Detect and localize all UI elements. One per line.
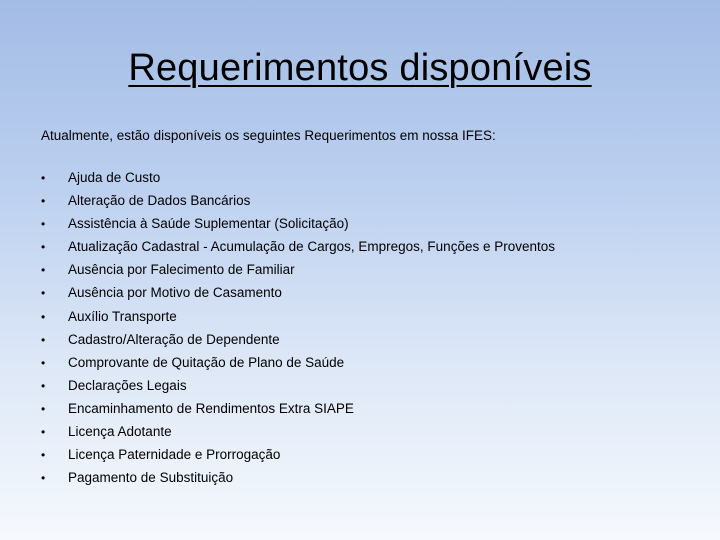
bullet-icon: • [41, 401, 46, 416]
bullet-icon: • [41, 286, 46, 301]
list-item-label: Auxílio Transporte [68, 308, 177, 324]
list-item-label: Declarações Legais [68, 377, 187, 393]
bullet-icon: • [41, 263, 46, 278]
list-item-label: Atualização Cadastral - Acumulação de Cargos, Empregos, Funções e Proventos [68, 239, 556, 255]
list-item [41, 445, 555, 468]
intro-text: Atualmente, estão disponíveis os seguintes Requerimentos em nossa IFES: [41, 128, 496, 143]
list-item [41, 260, 555, 283]
list-item [41, 422, 555, 445]
list-item-label: Licença Paternidade e Prorrogação [68, 447, 281, 463]
list-item [41, 191, 555, 214]
list-item [41, 307, 555, 330]
bullet-icon: • [41, 332, 46, 347]
list-item [41, 168, 555, 191]
list-item-label: Cadastro/Alteração de Dependente [68, 331, 280, 347]
bullet-icon: • [41, 309, 46, 324]
list-item-label: Comprovante de Quitação de Plano de Saúde [68, 354, 345, 370]
bullet-icon: • [41, 448, 46, 463]
list-item [41, 237, 555, 260]
bullet-icon: • [41, 471, 46, 486]
list-item [41, 330, 555, 353]
bullet-icon: • [41, 240, 46, 255]
requirements-list [41, 168, 555, 491]
bullet-icon: • [41, 378, 46, 393]
list-item-label: Licença Adotante [68, 424, 172, 440]
list-item-label: Encaminhamento de Rendimentos Extra SIAPE [68, 400, 354, 416]
bullet-icon: • [41, 194, 46, 209]
slide-title: Requerimentos disponíveis [128, 47, 592, 89]
list-item-label: Ajuda de Custo [68, 170, 161, 185]
list-item-label: Assistência à Saúde Suplementar (Solicitação) [68, 216, 349, 232]
bullet-icon: • [41, 355, 46, 370]
bullet-icon: • [41, 217, 46, 232]
list-item [41, 214, 555, 237]
list-item-label: Alteração de Dados Bancários [68, 193, 251, 209]
list-item [41, 376, 555, 399]
bullet-icon: • [41, 171, 46, 185]
list-item [41, 468, 555, 491]
bullet-icon: • [41, 425, 46, 440]
list-item [41, 353, 555, 376]
list-item-label: Ausência por Motivo de Casamento [68, 285, 282, 301]
list-item [41, 283, 555, 306]
list-item-label: Pagamento de Substituição [68, 470, 234, 486]
list-item [41, 399, 555, 422]
list-item-label: Ausência por Falecimento de Familiar [68, 262, 295, 278]
